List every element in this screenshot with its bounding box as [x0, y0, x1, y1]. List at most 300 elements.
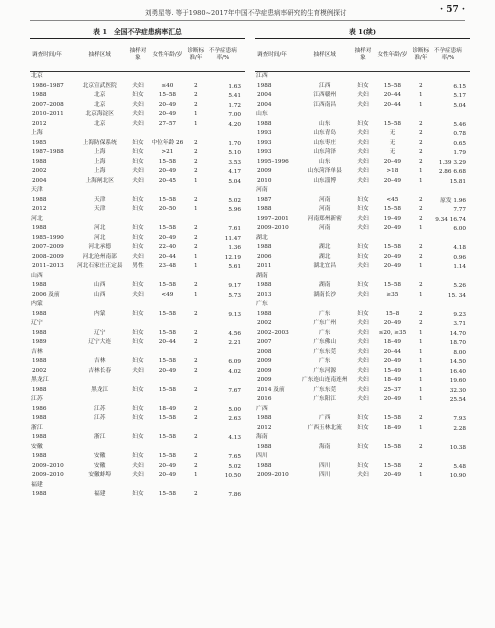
criterion-cell: 2	[419, 443, 423, 450]
subject-cell: 夫妇	[132, 168, 144, 174]
region-cell: 黑龙江	[91, 386, 109, 393]
table-row	[255, 348, 470, 358]
province-label: 广东	[256, 301, 268, 307]
region-cell: 四川	[319, 462, 331, 469]
age-cell: ≥35	[386, 291, 399, 298]
subject-cell: 夫妇	[357, 158, 369, 165]
criterion-cell: 2	[194, 367, 198, 374]
table-row	[30, 205, 245, 215]
region-cell: 安徽蚌埠	[88, 472, 112, 478]
survey-year-cell: 2006 及前	[32, 291, 60, 298]
prevalence-cell: 18.70	[449, 340, 466, 346]
survey-year-cell: 1987	[257, 196, 272, 203]
region-cell: 山东青岛	[313, 130, 337, 136]
survey-year-cell: 2010	[257, 177, 272, 184]
age-cell: ≤40	[161, 82, 174, 89]
criterion-cell: 2	[194, 92, 198, 98]
age-cell: 20–50	[158, 206, 177, 212]
age-cell: 中位年龄 26	[151, 139, 184, 146]
criterion-cell: 2	[194, 282, 198, 288]
province-label: 江苏	[31, 396, 43, 402]
prevalence-cell: 7.65	[228, 454, 241, 460]
subject-cell: 夫妇	[357, 291, 369, 298]
table-header-row	[255, 39, 470, 71]
page-number: · 57 ·	[439, 5, 465, 15]
age-cell: 20–49	[383, 158, 402, 165]
table-row	[255, 215, 470, 225]
province-label: 黑龙江	[31, 377, 49, 383]
survey-year-cell: 1988	[257, 82, 272, 89]
running-title: 刘勇星等. 等于1980~2017年中国不孕症患病率研究的生育模例探讨	[145, 9, 347, 17]
region-cell: 山东	[319, 158, 331, 165]
region-cell: 四川	[319, 472, 331, 478]
prevalence-cell: 16.40	[449, 368, 466, 375]
criterion-cell: 1	[194, 177, 198, 184]
survey-year-cell: 2007	[257, 339, 272, 345]
age-cell: 15–58	[158, 196, 177, 203]
region-cell: 山东	[319, 120, 331, 127]
prevalence-cell: 1.63	[228, 83, 241, 90]
region-cell: 山东菏泽单县	[307, 168, 342, 174]
subject-cell: 妇女	[357, 82, 369, 89]
survey-year-cell: 1993	[257, 139, 272, 146]
table-row	[255, 148, 470, 158]
region-cell: 河南	[319, 225, 331, 231]
region-cell: 河北	[94, 225, 106, 231]
criterion-cell: 2	[194, 329, 198, 336]
table-row	[30, 167, 245, 177]
table-row	[30, 291, 245, 301]
prevalence-cell: 5.02	[228, 463, 241, 470]
criterion-cell: 2	[419, 320, 423, 326]
age-cell: 22–40	[158, 244, 177, 250]
age-cell: ≤20, ≥35	[378, 329, 407, 336]
table-row	[255, 376, 470, 386]
age-cell: 15–58	[383, 120, 402, 127]
region-cell: 广东佛山	[313, 339, 337, 345]
subject-cell: 妇女	[357, 424, 369, 431]
criterion-cell: 2	[419, 462, 423, 469]
age-cell: 20–44	[383, 101, 402, 108]
table-row	[30, 91, 245, 101]
table-row	[30, 338, 245, 348]
prevalence-cell: 3.71	[453, 321, 466, 327]
criterion-cell: 2	[194, 101, 198, 108]
survey-year-cell: 2010–2011	[32, 111, 64, 117]
age-cell: 15–58	[158, 386, 177, 393]
table-row	[30, 329, 245, 339]
criterion-cell: 1	[419, 339, 423, 345]
table-row	[30, 281, 245, 291]
criterion-cell: 1	[419, 386, 423, 393]
table-row	[255, 120, 470, 130]
table-row	[30, 139, 245, 149]
criterion-cell: 1	[419, 367, 423, 374]
table-row	[255, 158, 470, 168]
survey-year-cell: 2009–2010	[257, 472, 289, 478]
prevalence-cell: 9.34 16.74	[435, 216, 466, 223]
region-cell: 吉林	[94, 358, 106, 364]
prevalence-cell: 4.13	[228, 435, 241, 441]
subject-cell: 夫妇	[132, 82, 144, 89]
province-label: 安徽	[31, 443, 43, 450]
survey-year-cell: 1988	[257, 462, 272, 469]
criterion-cell: 1	[419, 168, 423, 174]
prevalence-cell: 5.00	[228, 406, 241, 413]
subject-cell: 妇女	[132, 149, 144, 155]
table-row	[255, 224, 470, 234]
col-header-region: 抽样区域	[88, 51, 111, 58]
survey-year-cell: 2004	[257, 92, 272, 98]
prevalence-cell: 9.17	[228, 283, 241, 289]
survey-year-cell: 1988	[32, 196, 47, 203]
province-label: 山东	[256, 111, 268, 117]
criterion-cell: 1	[419, 377, 423, 383]
prevalence-cell: 12.19	[224, 254, 241, 261]
table-row	[255, 471, 470, 481]
region-cell: 河北承德	[88, 244, 112, 250]
region-cell: 北京	[94, 120, 106, 127]
age-cell: 15–58	[383, 415, 402, 421]
survey-year-cell: 1988	[32, 329, 47, 336]
survey-year-cell: 1988	[32, 282, 47, 288]
subject-cell: 妇女	[132, 415, 144, 421]
subject-cell: 妇女	[132, 405, 144, 412]
subject-cell: 妇女	[132, 158, 144, 165]
criterion-cell: 2	[419, 149, 423, 155]
criterion-cell: 2	[419, 253, 423, 260]
region-cell: 江苏	[94, 405, 106, 412]
survey-year-cell: 2002	[32, 367, 47, 374]
prevalence-cell: 5.17	[453, 93, 466, 99]
survey-year-cell: 2009	[257, 358, 272, 364]
criterion-cell: 2	[419, 415, 423, 421]
prevalence-cell: 14.50	[449, 359, 466, 365]
table-row	[30, 243, 245, 253]
table-row	[255, 129, 470, 139]
prevalence-cell: 15. 34	[447, 292, 466, 299]
region-cell: 湖南长沙	[313, 291, 337, 298]
survey-year-cell: 1988	[32, 92, 47, 98]
age-cell: 15–58	[158, 434, 177, 440]
criterion-cell: 2	[419, 282, 423, 288]
subject-cell: 妇女	[357, 310, 369, 317]
col-header-age: 女性年龄/岁	[152, 51, 183, 58]
criterion-cell: 2	[194, 434, 198, 440]
survey-year-cell: 2004	[257, 101, 272, 108]
prevalence-cell: 2.21	[228, 340, 241, 346]
age-cell: 18–49	[383, 339, 402, 345]
table-header-row	[30, 39, 245, 71]
province-label: 海南	[256, 434, 268, 440]
subject-cell: 夫妇	[357, 367, 369, 374]
table-row	[30, 310, 245, 320]
table-row	[30, 367, 245, 377]
criterion-cell: 1	[419, 472, 423, 478]
age-cell: 18–49	[383, 377, 402, 383]
subject-cell: 妇女	[132, 329, 144, 336]
prevalence-cell: 0.96	[453, 254, 466, 261]
subject-cell: 男性	[132, 263, 144, 269]
criterion-cell: 2	[194, 405, 198, 412]
survey-year-cell: 1988	[257, 120, 272, 127]
province-label: 吉林	[31, 348, 43, 355]
survey-year-cell: 1988	[257, 282, 272, 288]
age-cell: 20–44	[158, 253, 177, 260]
region-cell: 山东菏泽	[313, 149, 337, 155]
region-cell: 湖南	[319, 282, 331, 288]
survey-year-cell: 1988	[257, 206, 272, 212]
criterion-cell: 2	[194, 225, 198, 231]
criterion-cell: 2	[194, 462, 198, 469]
subject-cell: 妇女	[132, 139, 144, 146]
subject-cell: 夫妇	[357, 168, 369, 174]
subject-cell: 夫妇	[357, 386, 369, 393]
province-label: 河北	[31, 215, 43, 222]
criterion-cell: 2	[419, 120, 423, 127]
col-header-prevalence: 不孕症患病率/%	[208, 48, 237, 61]
subject-cell: 妇女	[357, 196, 369, 203]
prevalence-cell: 4.02	[228, 368, 241, 375]
age-cell: 15–58	[383, 282, 402, 288]
region-cell: 广东	[319, 310, 331, 317]
age-cell: 18–49	[158, 405, 177, 412]
criterion-cell: 1	[194, 263, 198, 269]
criterion-cell: 1	[419, 424, 423, 431]
subject-cell: 妇女	[132, 244, 144, 250]
criterion-cell: 2	[194, 234, 198, 241]
table-row	[30, 101, 245, 111]
region-cell: 北京	[94, 101, 106, 108]
criterion-cell: 2	[194, 453, 198, 459]
subject-cell: 妇女	[132, 491, 144, 497]
survey-year-cell: 2007–2009	[32, 244, 64, 250]
region-cell: 山东枣庄	[313, 139, 337, 146]
subject-cell: 夫妇	[132, 472, 144, 478]
prevalence-cell: 5.61	[228, 264, 241, 270]
table-row	[30, 490, 245, 500]
region-cell: 北京	[94, 92, 106, 98]
age-cell: 15–58	[383, 244, 402, 250]
age-cell: 15–58	[158, 415, 177, 421]
criterion-cell: 1	[419, 92, 423, 98]
table-row	[255, 424, 470, 434]
subject-cell: 夫妇	[132, 253, 144, 260]
region-cell: 江西赣州	[313, 92, 337, 98]
subject-cell: 妇女	[132, 225, 144, 231]
survey-year-cell: 1988	[32, 225, 47, 231]
age-cell: 20–49	[158, 101, 177, 108]
col-header-criterion: 诊断标准/年	[187, 48, 205, 61]
survey-year-cell: 1988	[32, 358, 47, 364]
table-row	[255, 177, 470, 187]
criterion-cell: 2	[419, 130, 423, 136]
survey-year-cell: 2006	[257, 253, 272, 260]
subject-cell: 妇女	[132, 206, 144, 212]
region-cell: 上海	[94, 168, 106, 174]
region-cell: 湖北	[319, 253, 331, 260]
table-row	[255, 91, 470, 101]
subject-cell: 妇女	[357, 282, 369, 288]
table-row	[255, 243, 470, 253]
age-cell: 无	[389, 149, 396, 155]
region-cell: 河南郑州新密	[307, 215, 342, 222]
prevalence-cell: 4.56	[228, 330, 241, 337]
survey-year-cell: 1993	[257, 130, 272, 136]
age-cell: 15–58	[158, 329, 177, 336]
age-cell: 20–49	[383, 253, 402, 260]
age-cell: 15–58	[158, 225, 177, 231]
survey-year-cell: 2009	[257, 367, 272, 374]
age-cell: 20–49	[158, 111, 177, 117]
survey-year-cell: 2014 及前	[257, 386, 285, 393]
subject-cell: 夫妇	[357, 358, 369, 364]
prevalence-cell: 3.53	[228, 159, 241, 166]
survey-year-cell: 1989	[32, 339, 47, 345]
age-cell: 20–49	[383, 358, 402, 364]
prevalence-cell: 10.38	[449, 444, 466, 451]
criterion-cell: 2	[419, 244, 423, 250]
subject-cell: 夫妇	[132, 291, 144, 298]
age-cell: 20–49	[383, 177, 402, 184]
subject-cell: 妇女	[357, 120, 369, 127]
prevalence-cell: 6.09	[228, 359, 241, 365]
region-cell: 安徽	[94, 462, 106, 469]
header-rule	[30, 20, 465, 21]
criterion-cell: 1	[194, 291, 198, 298]
province-label: 浙江	[31, 424, 43, 431]
age-cell: 15–58	[158, 491, 177, 497]
criterion-cell: 1	[419, 225, 423, 231]
criterion-cell: 2	[194, 358, 198, 364]
region-cell: 广东	[319, 329, 331, 336]
survey-year-cell: 1988	[32, 491, 47, 497]
prevalence-cell: 5.04	[453, 102, 466, 109]
subject-cell: 夫妇	[357, 130, 369, 136]
region-cell: 广东阳江	[313, 396, 337, 402]
region-cell: 海南	[319, 443, 331, 450]
prevalence-cell: 1.36	[228, 245, 241, 251]
age-cell: 15–58	[383, 82, 402, 89]
table-row	[255, 319, 470, 329]
subject-cell: 妇女	[132, 453, 144, 459]
table-row	[255, 310, 470, 320]
table-row	[30, 452, 245, 462]
prevalence-cell: 2.63	[228, 416, 241, 422]
province-label: 天津	[31, 187, 43, 193]
survey-year-cell: 1986	[32, 405, 47, 412]
province-label: 山西	[31, 272, 43, 279]
survey-year-cell: 1988	[32, 310, 47, 317]
survey-year-cell: 1988	[32, 434, 47, 440]
survey-year-cell: 2008	[257, 348, 272, 355]
prevalence-cell: 0.65	[453, 140, 466, 147]
table-row	[255, 443, 470, 453]
subject-cell: 妇女	[132, 434, 144, 440]
survey-year-cell: 2004	[32, 177, 47, 184]
criterion-cell: 2	[194, 339, 198, 345]
table-row	[30, 158, 245, 168]
criterion-cell: 2	[194, 82, 198, 89]
criterion-cell: 1	[419, 101, 423, 108]
region-cell: 吉林长春	[88, 367, 112, 374]
region-cell: 北京宣武医院	[82, 82, 117, 89]
survey-year-cell: 1988	[32, 158, 47, 165]
age-cell: 20–49	[383, 396, 402, 402]
prevalence-cell: 5.10	[228, 150, 241, 156]
subject-cell: 夫妇	[357, 215, 369, 222]
criterion-cell: 2	[194, 168, 198, 174]
criterion-cell: 1	[419, 177, 423, 184]
region-cell: 上海	[94, 158, 106, 165]
age-cell: 15–8	[385, 310, 400, 317]
prevalence-cell: 8.00	[453, 349, 466, 356]
table-row	[30, 414, 245, 424]
criterion-cell: 1	[419, 329, 423, 336]
left-column	[30, 26, 245, 628]
survey-year-cell: 1988	[32, 453, 47, 459]
table-row	[255, 357, 470, 367]
table-row	[30, 357, 245, 367]
table-row	[30, 82, 245, 92]
prevalence-cell: 4.17	[228, 169, 241, 175]
criterion-cell: 2	[194, 139, 198, 146]
criterion-cell: 1	[194, 253, 198, 260]
region-cell: 河南	[319, 206, 331, 212]
table-row	[255, 262, 470, 272]
col-header-survey-year: 调查时间/年	[32, 51, 62, 58]
subject-cell: 夫妇	[357, 348, 369, 355]
col-header-region: 抽样区域	[313, 51, 336, 58]
survey-year-cell: 2002	[257, 320, 272, 326]
criterion-cell: 1	[194, 206, 198, 212]
region-cell: 广西	[319, 415, 331, 421]
region-cell: 江苏	[94, 415, 106, 421]
region-cell: 浙江	[94, 434, 106, 440]
table-row	[255, 395, 470, 405]
criterion-cell: 2	[194, 149, 198, 155]
criterion-cell: 2	[419, 158, 423, 165]
criterion-cell: 2	[419, 206, 423, 212]
subject-cell: 夫妇	[132, 462, 144, 469]
table-row	[255, 82, 470, 92]
region-cell: 辽宁	[94, 329, 106, 336]
subject-cell: 夫妇	[132, 111, 144, 117]
age-cell: 20–49	[158, 168, 177, 174]
subject-cell: 夫妇	[132, 120, 144, 127]
criterion-cell: 2	[194, 491, 198, 497]
prevalence-cell: 5.41	[228, 93, 241, 99]
subject-cell: 夫妇	[357, 339, 369, 345]
survey-year-cell: 1995–1996	[257, 158, 289, 165]
age-cell: 20–49	[158, 367, 177, 374]
table-row	[30, 177, 245, 187]
region-cell: 广东河源	[313, 367, 337, 374]
region-cell: 广东连山连南连州	[301, 377, 348, 383]
table-row	[255, 139, 470, 149]
prevalence-cell: 15.81	[449, 178, 466, 185]
table-row	[255, 253, 470, 263]
age-cell: 20–49	[383, 263, 402, 269]
age-cell: 27–57	[158, 120, 177, 127]
age-cell: 20–45	[158, 177, 177, 184]
table-row	[30, 110, 245, 120]
age-cell: 23–48	[158, 263, 177, 269]
age-cell: 18–49	[383, 424, 402, 431]
age-cell: 19–49	[383, 215, 402, 222]
age-cell: 15–58	[158, 453, 177, 459]
prevalence-cell: 10.50	[224, 473, 241, 479]
